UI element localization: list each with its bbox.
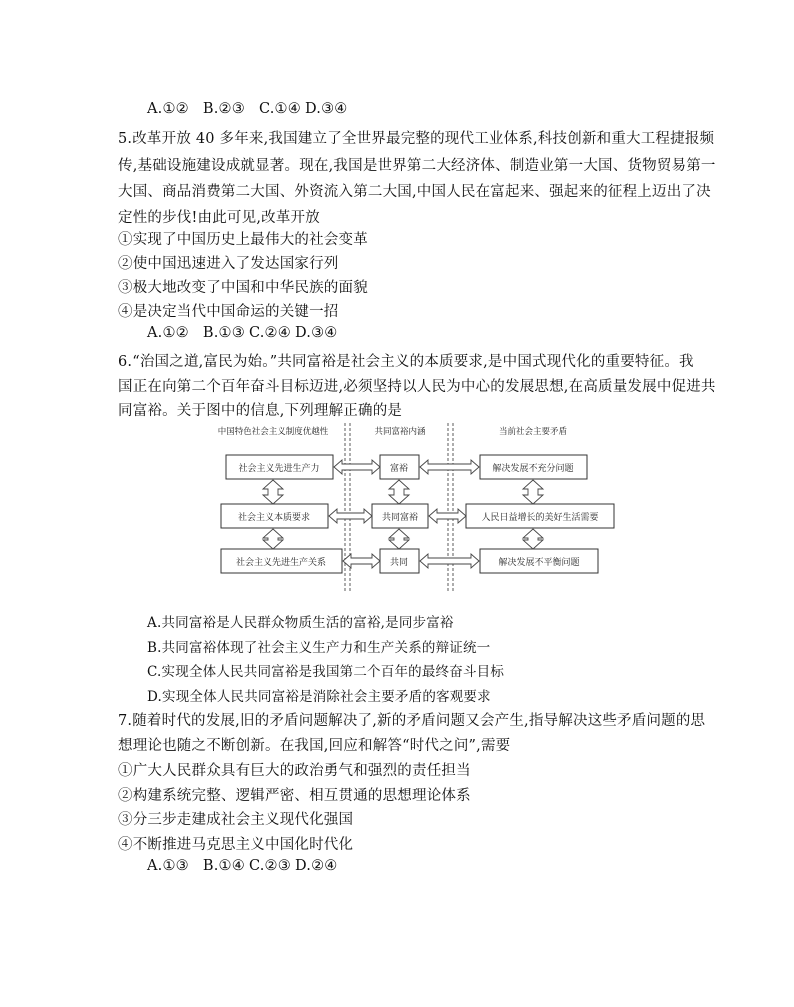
choice-b: B.②③ <box>202 101 245 117</box>
q7-stem-line: 7.随着时代的发展,旧的矛盾问题解决了,新的矛盾问题又会产生,指导解决这些矛盾问题的思 <box>118 713 706 729</box>
q7-item: ④不断推进马克思主义中国化时代化 <box>118 837 354 853</box>
label-better-life-needs: 人民日益增长的美好生活需要 <box>481 513 599 523</box>
q6-option-d: D.实现全体人民共同富裕是消除社会主要矛盾的客观要求 <box>147 689 491 705</box>
label-essential-requirement: 社会主义本质要求 <box>237 513 311 523</box>
q5-stem-line: 传,基础设施建设成就显著。现在,我国是世界第二大经济体、制造业第一大国、货物贸易第一 <box>118 158 716 174</box>
q5-item: ③极大地改变了中国和中华民族的面貌 <box>118 280 368 296</box>
q5-item: ④是决定当代中国命运的关键一招 <box>118 304 339 320</box>
choice-b: B.①③ <box>202 325 245 341</box>
divider-left <box>345 423 350 593</box>
q7-item: ①广大人民群众具有巨大的政治勇气和强烈的责任担当 <box>118 763 471 779</box>
divider-right <box>448 423 453 593</box>
label-common-prosperity: 共同富裕 <box>381 513 419 523</box>
choice-c: C.①④ <box>258 101 301 117</box>
label-production-relations: 社会主义先进生产关系 <box>235 558 327 568</box>
q5-item: ①实现了中国历史上最伟大的社会变革 <box>118 232 368 248</box>
q5-stem-line: 5.改革开放 40 多年来,我国建立了全世界最完整的现代工业体系,科技创新和重大工程捷报频 <box>118 131 715 147</box>
choice-d: D.③④ <box>304 101 348 117</box>
q6-stem-line: 同富裕。关于图中的信息,下列理解正确的是 <box>118 403 403 419</box>
choice-b: B.①④ <box>202 858 245 874</box>
q5-stem-line: 大国、商品消费第二大国、外资流入第二大国,中国人民在富起来、强起来的征程上迈出了决 <box>118 184 711 200</box>
label-unbalanced-development: 解决发展不平衡问题 <box>498 558 580 568</box>
q6-option-a: A.共同富裕是人民群众物质生活的富裕,是同步富裕 <box>147 615 454 631</box>
q7-item: ③分三步走建成社会主义现代化强国 <box>118 812 354 828</box>
label-common: 共同 <box>389 558 409 568</box>
q5-stem-line: 定性的步伐!由此可见,改革开放 <box>118 210 320 226</box>
common-prosperity-diagram <box>203 421 627 593</box>
q5-item: ②使中国迅速进入了发达国家行列 <box>118 256 339 272</box>
q4-choices <box>147 101 362 117</box>
label-productive-forces: 社会主义先进生产力 <box>238 464 320 474</box>
choice-a: A.①③ <box>147 858 189 874</box>
q6-option-b: B.共同富裕体现了社会主义生产力和生产关系的辩证统一 <box>147 640 491 656</box>
q7-item: ②构建系统完整、逻辑严密、相互贯通的思想理论体系 <box>118 788 471 804</box>
diagram-header-left: 中国特色社会主义制度优越性 <box>217 427 329 437</box>
choice-c: C.②④ <box>248 325 291 341</box>
choice-c: C.②③ <box>248 858 291 874</box>
choice-a: A.①② <box>147 101 189 117</box>
label-prosperity: 富裕 <box>389 464 409 474</box>
choice-d: D.③④ <box>294 325 338 341</box>
label-inadequate-development: 解决发展不充分问题 <box>492 464 574 474</box>
q6-option-c: C.实现全体人民共同富裕是我国第二个百年的最终奋斗目标 <box>147 664 505 680</box>
choice-a: A.①② <box>147 325 189 341</box>
q5-choices <box>147 325 352 341</box>
q7-choices <box>147 858 352 874</box>
q6-stem-line: 国正在向第二个百年奋斗目标迈进,必须坚持以人民为中心的发展思想,在高质量发展中促进共 <box>118 379 716 395</box>
q7-stem-line: 想理论也随之不断创新。在我国,回应和解答“时代之问”,需要 <box>118 738 511 754</box>
diagram-header-right: 当前社会主要矛盾 <box>498 427 568 437</box>
choice-d: D.②④ <box>294 858 338 874</box>
q6-stem-line: 6.“治国之道,富民为始。”共同富裕是社会主义的本质要求,是中国式现代化的重要特征。我 <box>118 354 694 370</box>
diagram-header-middle: 共同富裕内涵 <box>374 427 426 437</box>
